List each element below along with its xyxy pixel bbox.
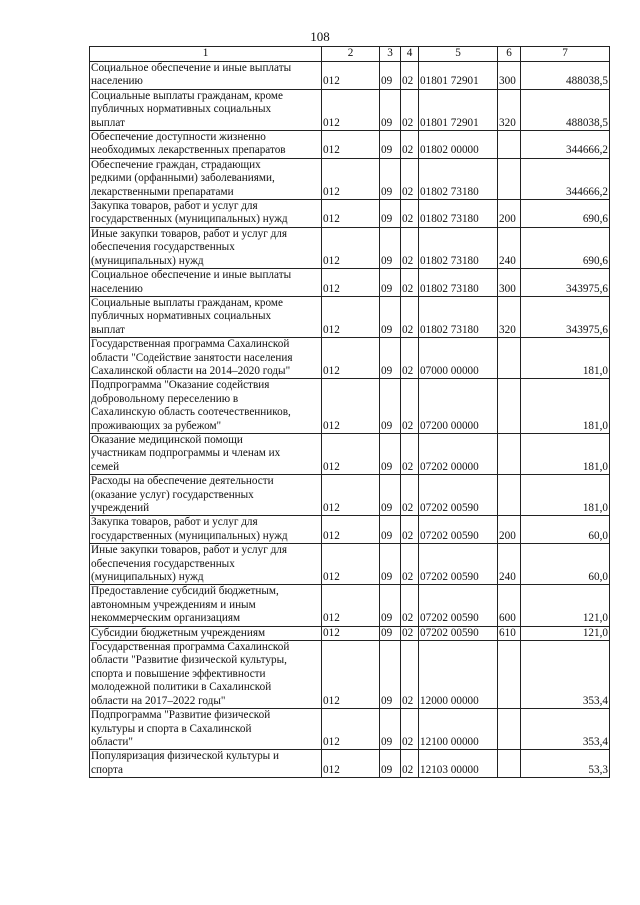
subsection-code: 02 [401, 544, 419, 585]
item-name: Социальные выплаты гражданам, кроме публичных нормативных социальных выплат [90, 296, 322, 337]
expense-type-code: 300 [498, 269, 521, 297]
amount: 181,0 [521, 475, 610, 516]
table-body [90, 62, 610, 778]
amount: 121,0 [521, 626, 610, 640]
expense-type-code [498, 641, 521, 709]
table-row [90, 158, 610, 199]
target-article-code: 07202 00000 [419, 433, 498, 474]
section-code: 09 [380, 158, 401, 199]
subsection-code: 02 [401, 158, 419, 199]
section-code: 09 [380, 338, 401, 379]
subsection-code: 02 [401, 379, 419, 434]
table-row [90, 296, 610, 337]
budget-table [89, 46, 610, 778]
table-row [90, 475, 610, 516]
subsection-code: 02 [401, 433, 419, 474]
table-row [90, 227, 610, 268]
amount: 181,0 [521, 379, 610, 434]
target-article-code: 12103 00000 [419, 750, 498, 778]
table-row [90, 62, 610, 90]
expense-type-code: 600 [498, 585, 521, 626]
item-name: Социальные выплаты гражданам, кроме публичных нормативных социальных выплат [90, 89, 322, 130]
item-name: Закупка товаров, работ и услуг для государственных (муниципальных) нужд [90, 200, 322, 228]
amount: 181,0 [521, 433, 610, 474]
target-article-code: 01802 73180 [419, 227, 498, 268]
subsection-code: 02 [401, 227, 419, 268]
item-name: Подпрограмма "Развитие физической культуры и спорта в Сахалинской области" [90, 709, 322, 750]
section-code: 09 [380, 641, 401, 709]
amount: 690,6 [521, 227, 610, 268]
table-row [90, 626, 610, 640]
expense-type-code: 200 [498, 200, 521, 228]
target-article-code: 07202 00590 [419, 544, 498, 585]
item-name: Закупка товаров, работ и услуг для государственных (муниципальных) нужд [90, 516, 322, 544]
ministry-code: 012 [322, 544, 380, 585]
item-name: Обеспечение доступности жизненно необходимых лекарственных препаратов [90, 131, 322, 159]
ministry-code: 012 [322, 89, 380, 130]
section-code: 09 [380, 89, 401, 130]
amount: 690,6 [521, 200, 610, 228]
amount: 488038,5 [521, 62, 610, 90]
target-article-code: 01802 73180 [419, 296, 498, 337]
target-article-code: 01801 72901 [419, 62, 498, 90]
subsection-code: 02 [401, 475, 419, 516]
target-article-code: 07202 00590 [419, 585, 498, 626]
subsection-code: 02 [401, 709, 419, 750]
section-code: 09 [380, 62, 401, 90]
header-col-3: 3 [380, 47, 401, 62]
amount: 60,0 [521, 516, 610, 544]
ministry-code: 012 [322, 379, 380, 434]
amount: 353,4 [521, 641, 610, 709]
expense-type-code [498, 158, 521, 199]
item-name: Расходы на обеспечение деятельности (оказание услуг) государственных учреждений [90, 475, 322, 516]
section-code: 09 [380, 379, 401, 434]
ministry-code: 012 [322, 516, 380, 544]
ministry-code: 012 [322, 269, 380, 297]
table-row [90, 200, 610, 228]
amount: 344666,2 [521, 158, 610, 199]
section-code: 09 [380, 269, 401, 297]
table-row [90, 131, 610, 159]
expense-type-code [498, 433, 521, 474]
section-code: 09 [380, 200, 401, 228]
subsection-code: 02 [401, 641, 419, 709]
table-row [90, 338, 610, 379]
section-code: 09 [380, 585, 401, 626]
item-name: Субсидии бюджетным учреждениям [90, 626, 322, 640]
ministry-code: 012 [322, 475, 380, 516]
table-row [90, 379, 610, 434]
subsection-code: 02 [401, 269, 419, 297]
section-code: 09 [380, 227, 401, 268]
expense-type-code [498, 379, 521, 434]
header-col-4: 4 [401, 47, 419, 62]
ministry-code: 012 [322, 62, 380, 90]
ministry-code: 012 [322, 641, 380, 709]
expense-type-code [498, 475, 521, 516]
header-col-1: 1 [90, 47, 322, 62]
ministry-code: 012 [322, 227, 380, 268]
amount: 53,3 [521, 750, 610, 778]
item-name: Государственная программа Сахалинской области "Развитие физической культуры, спорта и повышение эффективности молодежной политики в Сахалинской области на 2017–2022 годы" [90, 641, 322, 709]
item-name: Социальное обеспечение и иные выплаты населению [90, 62, 322, 90]
expense-type-code [498, 750, 521, 778]
subsection-code: 02 [401, 89, 419, 130]
target-article-code: 07200 00000 [419, 379, 498, 434]
item-name: Предоставление субсидий бюджетным, автономным учреждениям и иным некоммерческим организациям [90, 585, 322, 626]
target-article-code: 01802 00000 [419, 131, 498, 159]
item-name: Иные закупки товаров, работ и услуг для обеспечения государственных (муниципальных) нужд [90, 227, 322, 268]
expense-type-code [498, 709, 521, 750]
target-article-code: 01802 73180 [419, 200, 498, 228]
subsection-code: 02 [401, 585, 419, 626]
item-name: Обеспечение граждан, страдающих редкими (орфанными) заболеваниями, лекарственными препаратами [90, 158, 322, 199]
table-row [90, 641, 610, 709]
amount: 343975,6 [521, 269, 610, 297]
target-article-code: 07202 00590 [419, 626, 498, 640]
table-row [90, 433, 610, 474]
expense-type-code: 320 [498, 89, 521, 130]
section-code: 09 [380, 544, 401, 585]
target-article-code: 12100 00000 [419, 709, 498, 750]
header-col-7: 7 [521, 47, 610, 62]
item-name: Иные закупки товаров, работ и услуг для обеспечения государственных (муниципальных) нужд [90, 544, 322, 585]
target-article-code: 07202 00590 [419, 516, 498, 544]
expense-type-code: 240 [498, 227, 521, 268]
amount: 60,0 [521, 544, 610, 585]
target-article-code: 01801 72901 [419, 89, 498, 130]
table-row [90, 544, 610, 585]
ministry-code: 012 [322, 158, 380, 199]
section-code: 09 [380, 709, 401, 750]
amount: 181,0 [521, 338, 610, 379]
expense-type-code: 240 [498, 544, 521, 585]
expense-type-code [498, 338, 521, 379]
subsection-code: 02 [401, 296, 419, 337]
subsection-code: 02 [401, 200, 419, 228]
subsection-code: 02 [401, 626, 419, 640]
subsection-code: 02 [401, 131, 419, 159]
expense-type-code: 320 [498, 296, 521, 337]
section-code: 09 [380, 626, 401, 640]
amount: 121,0 [521, 585, 610, 626]
item-name: Государственная программа Сахалинской области "Содействие занятости населения Сахалинской области на 2014–2020 годы" [90, 338, 322, 379]
page-number: 108 [310, 29, 330, 44]
header-row [90, 47, 610, 62]
item-name: Популяризация физической культуры и спорта [90, 750, 322, 778]
header-col-6: 6 [498, 47, 521, 62]
target-article-code: 01802 73180 [419, 269, 498, 297]
expense-type-code: 610 [498, 626, 521, 640]
target-article-code: 01802 73180 [419, 158, 498, 199]
amount: 353,4 [521, 709, 610, 750]
table-row [90, 709, 610, 750]
ministry-code: 012 [322, 433, 380, 474]
table-row [90, 516, 610, 544]
subsection-code: 02 [401, 750, 419, 778]
subsection-code: 02 [401, 516, 419, 544]
target-article-code: 07202 00590 [419, 475, 498, 516]
section-code: 09 [380, 433, 401, 474]
section-code: 09 [380, 750, 401, 778]
ministry-code: 012 [322, 626, 380, 640]
item-name: Подпрограмма "Оказание содействия добровольному переселению в Сахалинскую область соотечественников, проживающих за рубежом" [90, 379, 322, 434]
section-code: 09 [380, 296, 401, 337]
subsection-code: 02 [401, 62, 419, 90]
header-col-2: 2 [322, 47, 380, 62]
ministry-code: 012 [322, 200, 380, 228]
ministry-code: 012 [322, 709, 380, 750]
table-row [90, 269, 610, 297]
item-name: Оказание медицинской помощи участникам подпрограммы и членам их семей [90, 433, 322, 474]
target-article-code: 07000 00000 [419, 338, 498, 379]
expense-type-code [498, 131, 521, 159]
section-code: 09 [380, 516, 401, 544]
ministry-code: 012 [322, 131, 380, 159]
header-col-5: 5 [419, 47, 498, 62]
ministry-code: 012 [322, 296, 380, 337]
target-article-code: 12000 00000 [419, 641, 498, 709]
ministry-code: 012 [322, 750, 380, 778]
section-code: 09 [380, 131, 401, 159]
amount: 488038,5 [521, 89, 610, 130]
ministry-code: 012 [322, 338, 380, 379]
ministry-code: 012 [322, 585, 380, 626]
table-row [90, 585, 610, 626]
table-row [90, 750, 610, 778]
amount: 344666,2 [521, 131, 610, 159]
expense-type-code: 200 [498, 516, 521, 544]
subsection-code: 02 [401, 338, 419, 379]
item-name: Социальное обеспечение и иные выплаты населению [90, 269, 322, 297]
expense-type-code: 300 [498, 62, 521, 90]
section-code: 09 [380, 475, 401, 516]
table-row [90, 89, 610, 130]
amount: 343975,6 [521, 296, 610, 337]
